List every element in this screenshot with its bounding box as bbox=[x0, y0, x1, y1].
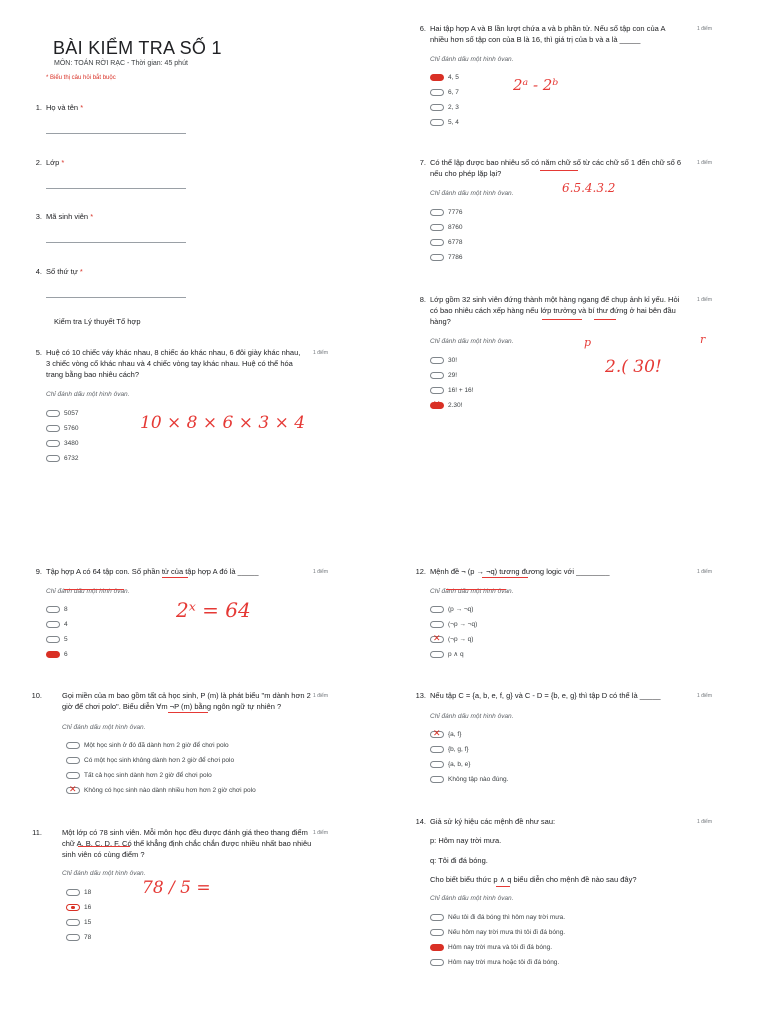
option-label: Tất cả học sinh dành hơn 2 giờ để chơi polo bbox=[84, 771, 212, 779]
handwritten-note: p bbox=[584, 336, 592, 349]
option-label: 30! bbox=[448, 356, 458, 364]
question-10 bbox=[28, 690, 328, 800]
option-label: 6778 bbox=[448, 238, 463, 246]
radio-oval[interactable] bbox=[430, 254, 444, 261]
option[interactable] bbox=[46, 438, 78, 448]
option[interactable] bbox=[430, 912, 565, 922]
option-label: (¬p → ¬q) bbox=[448, 620, 478, 628]
radio-oval[interactable] bbox=[430, 959, 444, 966]
option[interactable] bbox=[46, 423, 78, 433]
question-text: Gọi miền của m bao gồm tất cả học sinh, P (m) là phát biểu "m dành hơn 2 giờ để chơi polo". Biểu diễn ∀m ¬P (m) bằng ngôn ngữ tự nhiên ? bbox=[62, 691, 311, 711]
radio-oval[interactable] bbox=[430, 914, 444, 921]
option[interactable] bbox=[66, 785, 256, 795]
radio-oval[interactable] bbox=[430, 119, 444, 126]
radio-oval[interactable] bbox=[430, 621, 444, 628]
hint-text: Chỉ đánh dấu một hình ôvan. bbox=[62, 870, 146, 877]
option[interactable] bbox=[430, 942, 552, 952]
option[interactable] bbox=[430, 252, 462, 262]
form-title: BÀI KIỂM TRA SỐ 1 bbox=[53, 38, 222, 58]
option[interactable] bbox=[66, 902, 91, 912]
option-label: {a, b, e} bbox=[448, 760, 471, 768]
points-label: 1 điểm bbox=[312, 569, 328, 575]
question-text: Số thứ tự * bbox=[46, 267, 83, 276]
pen-underline bbox=[540, 170, 578, 171]
option-label: 6 bbox=[64, 650, 68, 658]
question-text: Giả sử ký hiệu các mệnh đề như sau: bbox=[430, 817, 556, 826]
option-label: 7786 bbox=[448, 253, 463, 261]
question-number: 5. bbox=[35, 348, 42, 357]
hint-text: Chỉ đánh dấu một hình ôvan. bbox=[46, 588, 130, 595]
premise-p: p: Hôm nay trời mưa. bbox=[430, 836, 502, 845]
answer-line[interactable] bbox=[46, 188, 186, 189]
question-number: 4. bbox=[35, 267, 42, 276]
radio-oval[interactable] bbox=[430, 746, 444, 753]
points-label: 1 điểm bbox=[312, 693, 328, 699]
radio-oval[interactable] bbox=[430, 387, 444, 394]
option-label: 18 bbox=[84, 888, 92, 896]
option[interactable] bbox=[430, 957, 559, 967]
section-title: Kiểm tra Lý thuyết Tổ hợp bbox=[54, 317, 141, 326]
option-label: 15 bbox=[84, 918, 92, 926]
question-text: Nếu tập C = {a, b, e, f, g} và C - D = {b, e, g} thì tập D có thể là _____ bbox=[430, 691, 661, 700]
option[interactable] bbox=[66, 932, 91, 942]
pen-underline bbox=[78, 846, 130, 847]
question-text: Có thể lập được bao nhiêu số có năm chữ số từ các chữ số 1 đến chữ số 6 nếu cho phép lặp lại? bbox=[430, 158, 681, 178]
option-label: Nếu hôm nay trời mưa thì tôi đi đá bóng. bbox=[448, 928, 566, 936]
points-label: 1 điểm bbox=[696, 569, 712, 575]
radio-oval[interactable] bbox=[430, 239, 444, 246]
option-label: Hôm nay trời mưa và tôi đi đá bóng. bbox=[448, 943, 552, 951]
option[interactable] bbox=[430, 604, 473, 614]
points-label: 1 điểm bbox=[696, 26, 712, 32]
premise-q: q: Tôi đi đá bóng. bbox=[430, 856, 488, 865]
option-label: (p → ¬q) bbox=[448, 605, 474, 613]
option[interactable] bbox=[430, 102, 459, 112]
option-label: Một học sinh ở đó đã dành hơn 2 giờ để chơi polo bbox=[84, 741, 229, 749]
question-8 bbox=[412, 294, 712, 409]
option-label: Không tập nào đúng. bbox=[448, 775, 509, 783]
question-text: Mã sinh viên * bbox=[46, 212, 94, 221]
hint-text: Chỉ đánh dấu một hình ôvan. bbox=[430, 588, 514, 595]
radio-oval[interactable] bbox=[46, 455, 60, 462]
option[interactable] bbox=[430, 634, 473, 644]
handwritten-note: 2ˣ = 64 bbox=[176, 598, 251, 622]
pen-underline bbox=[482, 577, 528, 578]
radio-oval[interactable] bbox=[46, 606, 60, 613]
option[interactable] bbox=[46, 619, 68, 629]
radio-oval[interactable] bbox=[66, 889, 80, 896]
option-label: 16! + 16! bbox=[448, 386, 474, 394]
radio-oval[interactable] bbox=[430, 636, 444, 643]
hint-text: Chỉ đánh dấu một hình ôvan. bbox=[430, 713, 514, 720]
question-number: 12. bbox=[415, 567, 426, 576]
option[interactable] bbox=[46, 634, 68, 644]
option[interactable] bbox=[430, 72, 459, 82]
option[interactable] bbox=[46, 453, 78, 463]
radio-oval[interactable] bbox=[66, 757, 80, 764]
points-label: 1 điểm bbox=[312, 350, 328, 356]
radio-oval[interactable] bbox=[430, 104, 444, 111]
radio-oval[interactable] bbox=[430, 224, 444, 231]
question-number: 6. bbox=[419, 24, 426, 33]
option[interactable] bbox=[66, 770, 212, 780]
option[interactable] bbox=[430, 744, 469, 754]
option[interactable] bbox=[430, 927, 565, 937]
question-number: 13. bbox=[415, 691, 426, 700]
radio-oval[interactable] bbox=[430, 402, 444, 409]
option-label: 4, 5 bbox=[448, 73, 459, 81]
question-text: Lớp * bbox=[46, 158, 65, 167]
pen-underline bbox=[594, 319, 616, 320]
option[interactable] bbox=[66, 917, 91, 927]
option-label: 2, 3 bbox=[448, 103, 459, 111]
question-text: Họ và tên * bbox=[46, 103, 84, 112]
radio-oval[interactable] bbox=[66, 787, 80, 794]
radio-oval[interactable] bbox=[46, 621, 60, 628]
handwritten-note: 10 × 8 × 6 × 3 × 4 bbox=[140, 413, 306, 433]
pen-underline bbox=[446, 589, 506, 590]
answer-line[interactable] bbox=[46, 242, 186, 243]
radio-oval[interactable] bbox=[66, 904, 80, 911]
option[interactable] bbox=[430, 385, 473, 395]
radio-oval[interactable] bbox=[46, 440, 60, 447]
handwritten-note: 2.( 30! bbox=[605, 357, 662, 377]
handwritten-note: 2ᵃ - 2ᵇ bbox=[513, 76, 559, 94]
handwritten-note: 6.5.4.3.2 bbox=[562, 181, 616, 195]
question-13 bbox=[412, 690, 712, 790]
question-text: Tập hợp A có 64 tập con. Số phần tử của tập hợp A đó là _____ bbox=[46, 567, 259, 576]
question-number: 14. bbox=[415, 817, 426, 826]
radio-oval[interactable] bbox=[430, 651, 444, 658]
option-label: 6, 7 bbox=[448, 88, 459, 96]
option[interactable] bbox=[66, 740, 229, 750]
radio-oval[interactable] bbox=[66, 934, 80, 941]
option-label: {b, g, f} bbox=[448, 745, 469, 753]
option[interactable] bbox=[430, 87, 459, 97]
option[interactable] bbox=[430, 355, 457, 365]
question-number: 10. bbox=[31, 691, 42, 700]
handwritten-note: r bbox=[700, 333, 706, 346]
option-label: 8760 bbox=[448, 223, 463, 231]
option-label: 5760 bbox=[64, 424, 79, 432]
option[interactable] bbox=[430, 649, 464, 659]
question-text: Huệ có 10 chiếc váy khác nhau, 8 chiếc áo khác nhau, 6 đôi giày khác nhau, 3 chiếc vòng cổ khác nhau và 4 chiếc vòng tay khác nhau. Huệ có thể hóa trang bằng bao nhiêu cách? bbox=[46, 348, 301, 379]
option[interactable] bbox=[430, 774, 508, 784]
radio-oval[interactable] bbox=[46, 410, 60, 417]
handwritten-note: 78 / 5 = bbox=[142, 878, 211, 898]
answer-line[interactable] bbox=[46, 297, 186, 298]
hint-text: Chỉ đánh dấu một hình ôvan. bbox=[46, 391, 130, 398]
pen-underline bbox=[496, 886, 510, 887]
pen-underline bbox=[542, 319, 582, 320]
question-5 bbox=[28, 347, 328, 462]
question-14 bbox=[412, 816, 712, 971]
question-text: Lớp gồm 32 sinh viên đứng thành một hàng ngang để chụp ảnh kỉ yếu. Hỏi có bao nhiêu cách xếp hàng nếu lớp trưởng và bí thư đứng ở hai bên đầu hàng? bbox=[430, 295, 680, 326]
option-label: Nếu tôi đi đá bóng thì hôm nay trời mưa. bbox=[448, 913, 566, 921]
option[interactable] bbox=[430, 619, 477, 629]
option-label: 4 bbox=[64, 620, 68, 628]
option[interactable] bbox=[430, 207, 462, 217]
hint-text: Chỉ đánh dấu một hình ôvan. bbox=[430, 895, 514, 902]
option[interactable] bbox=[430, 400, 462, 410]
radio-oval[interactable] bbox=[430, 74, 444, 81]
option-label: 7776 bbox=[448, 208, 463, 216]
option-label: 29! bbox=[448, 371, 458, 379]
option-label: (¬p → q) bbox=[448, 635, 474, 643]
question-number: 9. bbox=[35, 567, 42, 576]
question-text: Hai tập hợp A và B lần lượt chứa a và b phần tử. Nếu số tập con của A nhiều hơn số tập con của B là 16, thì giá trị của b và a là _____ bbox=[430, 24, 666, 44]
question-number: 11. bbox=[32, 828, 42, 837]
radio-oval[interactable] bbox=[430, 776, 444, 783]
radio-oval[interactable] bbox=[46, 425, 60, 432]
option[interactable] bbox=[430, 370, 457, 380]
question-number: 3. bbox=[35, 212, 42, 221]
question-text: Mệnh đề ¬ (p → ¬q) tương đương logic với ________ bbox=[430, 567, 610, 576]
pen-underline bbox=[168, 712, 208, 713]
question-6 bbox=[412, 23, 712, 128]
pen-underline bbox=[162, 577, 188, 578]
form-subtitle: MÔN: TOÁN RỜI RẠC - Thời gian: 45 phút bbox=[54, 60, 188, 67]
option[interactable] bbox=[430, 759, 470, 769]
option[interactable] bbox=[66, 887, 91, 897]
option[interactable] bbox=[66, 755, 234, 765]
radio-oval[interactable] bbox=[430, 209, 444, 216]
pen-underline bbox=[64, 589, 124, 590]
question-number: 7. bbox=[419, 158, 426, 167]
option-label: p ∧ q bbox=[448, 650, 464, 658]
points-label: 1 điểm bbox=[696, 160, 712, 166]
hint-text: Chỉ đánh dấu một hình ôvan. bbox=[430, 56, 514, 63]
option-label: 3480 bbox=[64, 439, 79, 447]
radio-oval[interactable] bbox=[430, 929, 444, 936]
radio-oval[interactable] bbox=[430, 89, 444, 96]
radio-oval[interactable] bbox=[46, 651, 60, 658]
points-label: 1 điểm bbox=[696, 693, 712, 699]
radio-oval[interactable] bbox=[430, 761, 444, 768]
radio-oval[interactable] bbox=[46, 636, 60, 643]
radio-oval[interactable] bbox=[66, 742, 80, 749]
question-7 bbox=[412, 157, 712, 262]
option[interactable] bbox=[46, 604, 68, 614]
hint-text: Chỉ đánh dấu một hình ôvan. bbox=[430, 190, 514, 197]
option-label: Có một học sinh không dành hơn 2 giờ để chơi polo bbox=[84, 756, 235, 764]
required-note: * Biểu thị câu hỏi bắt buộc bbox=[46, 75, 116, 81]
question-prompt: Cho biết biểu thức p ∧ q biểu diễn cho mệnh đề nào sau đây? bbox=[430, 875, 637, 884]
radio-oval[interactable] bbox=[430, 357, 444, 364]
question-number: 1. bbox=[35, 103, 42, 112]
option-label: 78 bbox=[84, 933, 92, 941]
question-text: Một lớp có 78 sinh viên. Mỗi môn học đều được đánh giá theo thang điểm chữ A, B, C, D, F. Có thể khẳng định chắc chắn được nhiều nhất bao nhiêu sinh viên có cùng điểm ? bbox=[62, 828, 312, 859]
option-label: Hôm nay trời mưa hoặc tôi đi đá bóng. bbox=[448, 958, 560, 966]
option-label: 16 bbox=[84, 903, 92, 911]
option-label: 5057 bbox=[64, 409, 79, 417]
option[interactable] bbox=[46, 408, 78, 418]
hint-text: Chỉ đánh dấu một hình ôvan. bbox=[430, 338, 514, 345]
hint-text: Chỉ đánh dấu một hình ôvan. bbox=[62, 724, 146, 731]
radio-oval[interactable] bbox=[66, 919, 80, 926]
question-number: 8. bbox=[419, 295, 426, 304]
option-label: {a, f} bbox=[448, 730, 462, 738]
points-label: 1 điểm bbox=[696, 819, 712, 825]
points-label: 1 điểm bbox=[312, 830, 328, 836]
radio-oval[interactable] bbox=[430, 944, 444, 951]
option-label: 2.30! bbox=[448, 401, 463, 409]
radio-oval[interactable] bbox=[430, 606, 444, 613]
answer-line[interactable] bbox=[46, 133, 186, 134]
points-label: 1 điểm bbox=[696, 297, 712, 303]
option[interactable] bbox=[46, 649, 68, 659]
option-label: 5, 4 bbox=[448, 118, 459, 126]
option-label: 6732 bbox=[64, 454, 79, 462]
option-label: 5 bbox=[64, 635, 68, 643]
radio-oval[interactable] bbox=[66, 772, 80, 779]
option-label: Không có học sinh nào dành nhiều hơn hơn 2 giờ chơi polo bbox=[84, 786, 256, 794]
question-12 bbox=[412, 566, 712, 666]
option[interactable] bbox=[430, 237, 462, 247]
option-label: 8 bbox=[64, 605, 68, 613]
option[interactable] bbox=[430, 222, 462, 232]
question-number: 2. bbox=[35, 158, 42, 167]
radio-oval[interactable] bbox=[430, 372, 444, 379]
option[interactable] bbox=[430, 117, 459, 127]
option[interactable] bbox=[430, 729, 461, 739]
radio-oval[interactable] bbox=[430, 731, 444, 738]
